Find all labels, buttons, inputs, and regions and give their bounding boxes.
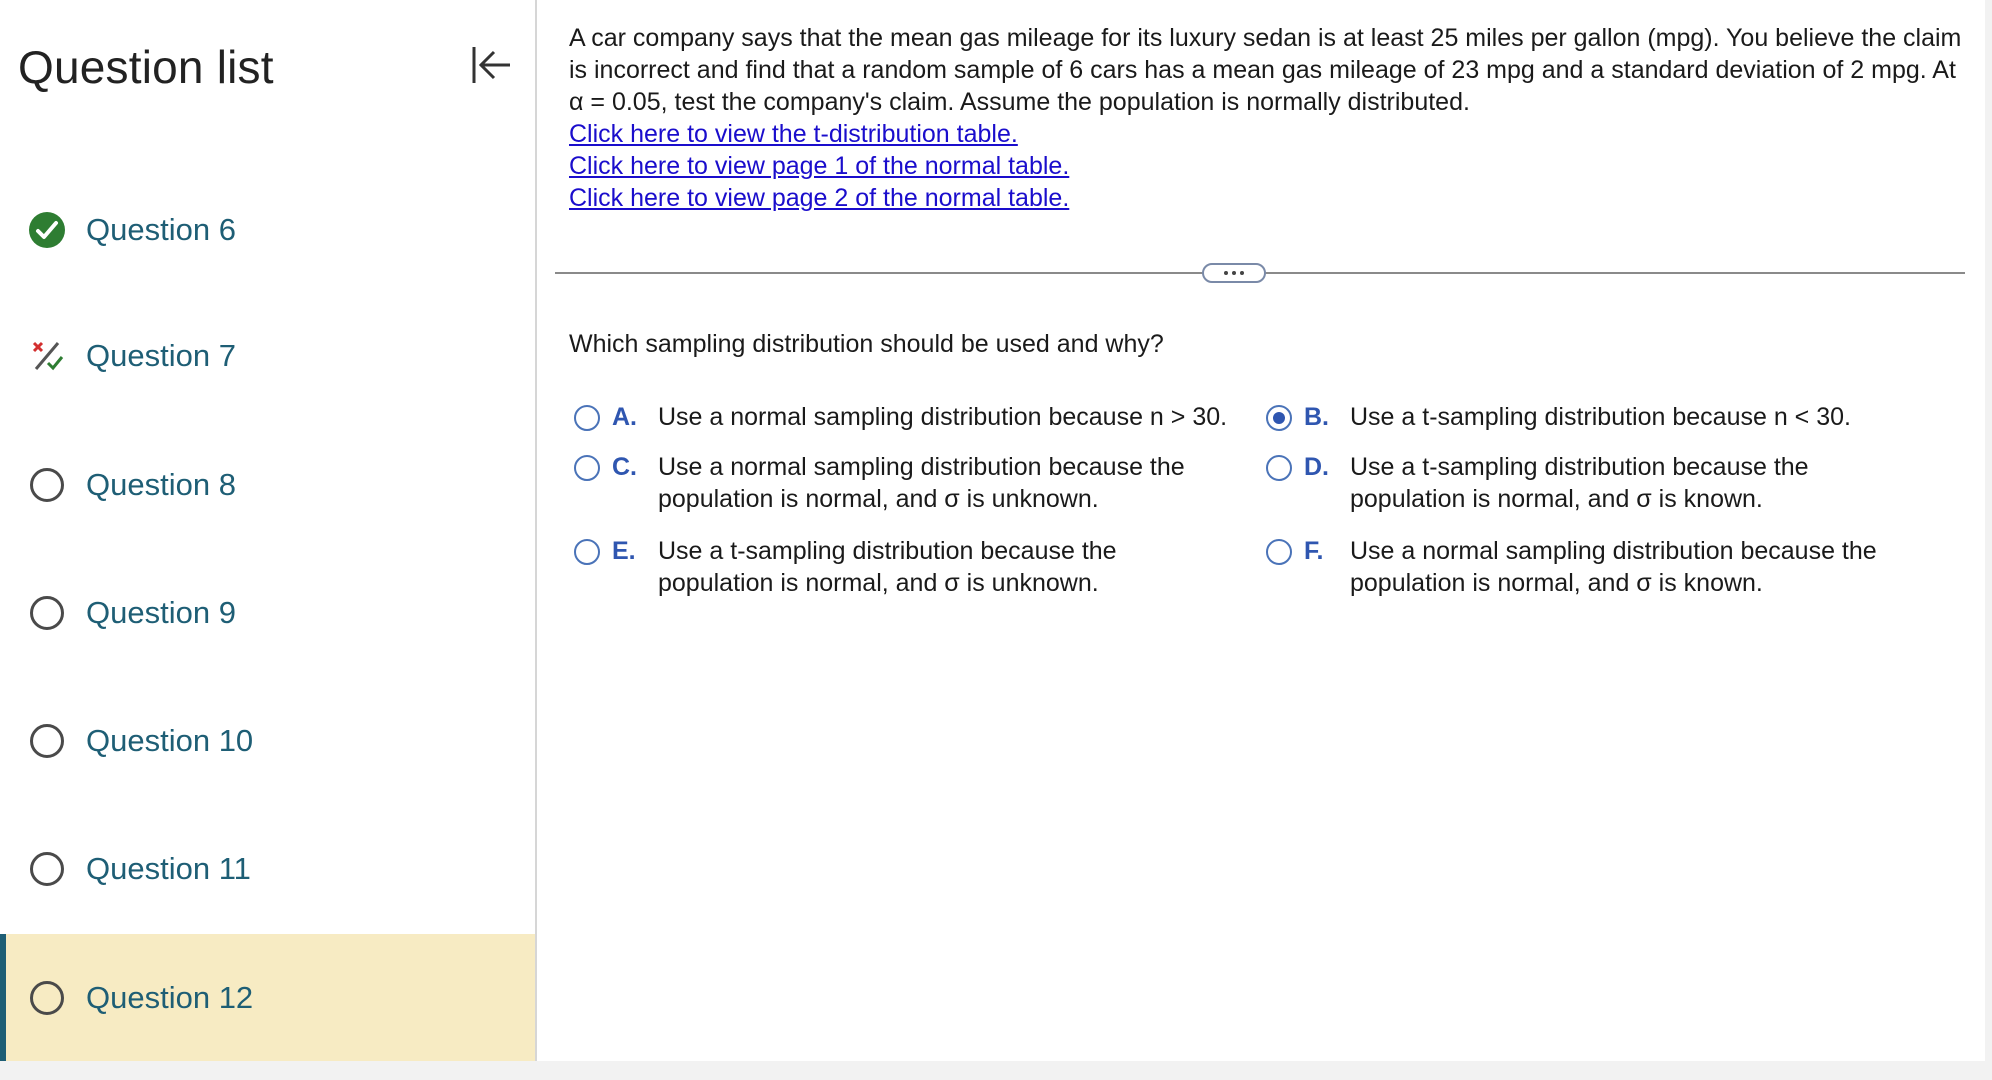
radio-button[interactable] (574, 455, 600, 481)
sidebar-item-label: Question 8 (86, 467, 236, 502)
sidebar-item-label: Question 7 (86, 338, 236, 373)
sidebar-item-label: Question 11 (86, 851, 251, 886)
sidebar-item-question-10[interactable] (0, 682, 535, 800)
unanswered-circle-icon (28, 850, 66, 888)
expand-more-button[interactable] (1202, 263, 1266, 283)
sidebar-item-question-9[interactable] (0, 554, 535, 672)
collapse-sidebar-button[interactable] (466, 40, 516, 90)
normal-table-page-1-link[interactable]: Click here to view page 1 of the normal table. (569, 152, 1070, 180)
option-letter: F. (1304, 537, 1324, 565)
unanswered-circle-icon (28, 722, 66, 760)
question-panel (539, 0, 1985, 1061)
question-prompt: Which sampling distribution should be used and why? (569, 330, 1164, 358)
option-text: Use a normal sampling distribution because n > 30. (658, 403, 1228, 431)
sidebar-title: Question list (18, 41, 274, 93)
radio-button[interactable] (574, 405, 600, 431)
option-letter: D. (1304, 453, 1329, 481)
normal-table-page-2-link[interactable]: Click here to view page 2 of the normal table. (569, 184, 1070, 212)
option-text: Use a t-sampling distribution because n < 30. (1350, 403, 1851, 431)
sidebar-item-question-7[interactable] (0, 297, 535, 415)
option-letter: C. (612, 453, 637, 481)
question-text: A car company says that the mean gas mileage for its luxury sedan is at least 25 miles per gallon (mpg). You believe the claim is incorrect and find that a random sample of 6 cars has a mean gas mileage of 23 mpg and a standard deviation of 2 mpg. At α = 0.05, test the company's claim. Assume the population is normally distributed. (569, 24, 1962, 116)
sidebar-item-label: Question 6 (86, 212, 236, 247)
correct-check-icon (28, 211, 66, 249)
option-text-line2: population is normal, and σ is known. (1350, 569, 1763, 597)
question-list-sidebar (0, 0, 537, 1061)
option-text-line1: Use a t-sampling distribution because the (1350, 453, 1809, 481)
option-text-line2: population is normal, and σ is known. (1350, 485, 1763, 513)
sidebar-item-question-12[interactable] (0, 934, 535, 1061)
radio-button-selected[interactable] (1266, 405, 1292, 431)
option-letter: A. (612, 403, 637, 431)
partial-credit-icon (28, 337, 66, 375)
sidebar-item-label: Question 9 (86, 595, 236, 630)
option-text-line1: Use a normal sampling distribution because the (1350, 537, 1877, 565)
unanswered-circle-icon (28, 979, 66, 1017)
unanswered-circle-icon (28, 466, 66, 504)
radio-button[interactable] (574, 539, 600, 565)
ellipsis-icon (1224, 271, 1228, 275)
option-text-line1: Use a normal sampling distribution because the (658, 453, 1185, 481)
radio-button[interactable] (1266, 455, 1292, 481)
collapse-left-icon (468, 42, 514, 88)
sidebar-item-question-6[interactable] (0, 171, 535, 289)
sidebar-item-question-8[interactable] (0, 426, 535, 544)
option-text-line2: population is normal, and σ is unknown. (658, 485, 1099, 513)
sidebar-item-question-11[interactable] (0, 810, 535, 928)
sidebar-item-label: Question 10 (86, 723, 254, 758)
option-letter: E. (612, 537, 636, 565)
sidebar-item-label: Question 12 (86, 979, 254, 1015)
option-text-line1: Use a t-sampling distribution because the (658, 537, 1117, 565)
reference-links (569, 118, 1069, 214)
option-letter: B. (1304, 403, 1329, 431)
t-distribution-table-link[interactable]: Click here to view the t-distribution table. (569, 120, 1018, 148)
radio-button[interactable] (1266, 539, 1292, 565)
unanswered-circle-icon (28, 594, 66, 632)
option-text-line2: population is normal, and σ is unknown. (658, 569, 1099, 597)
